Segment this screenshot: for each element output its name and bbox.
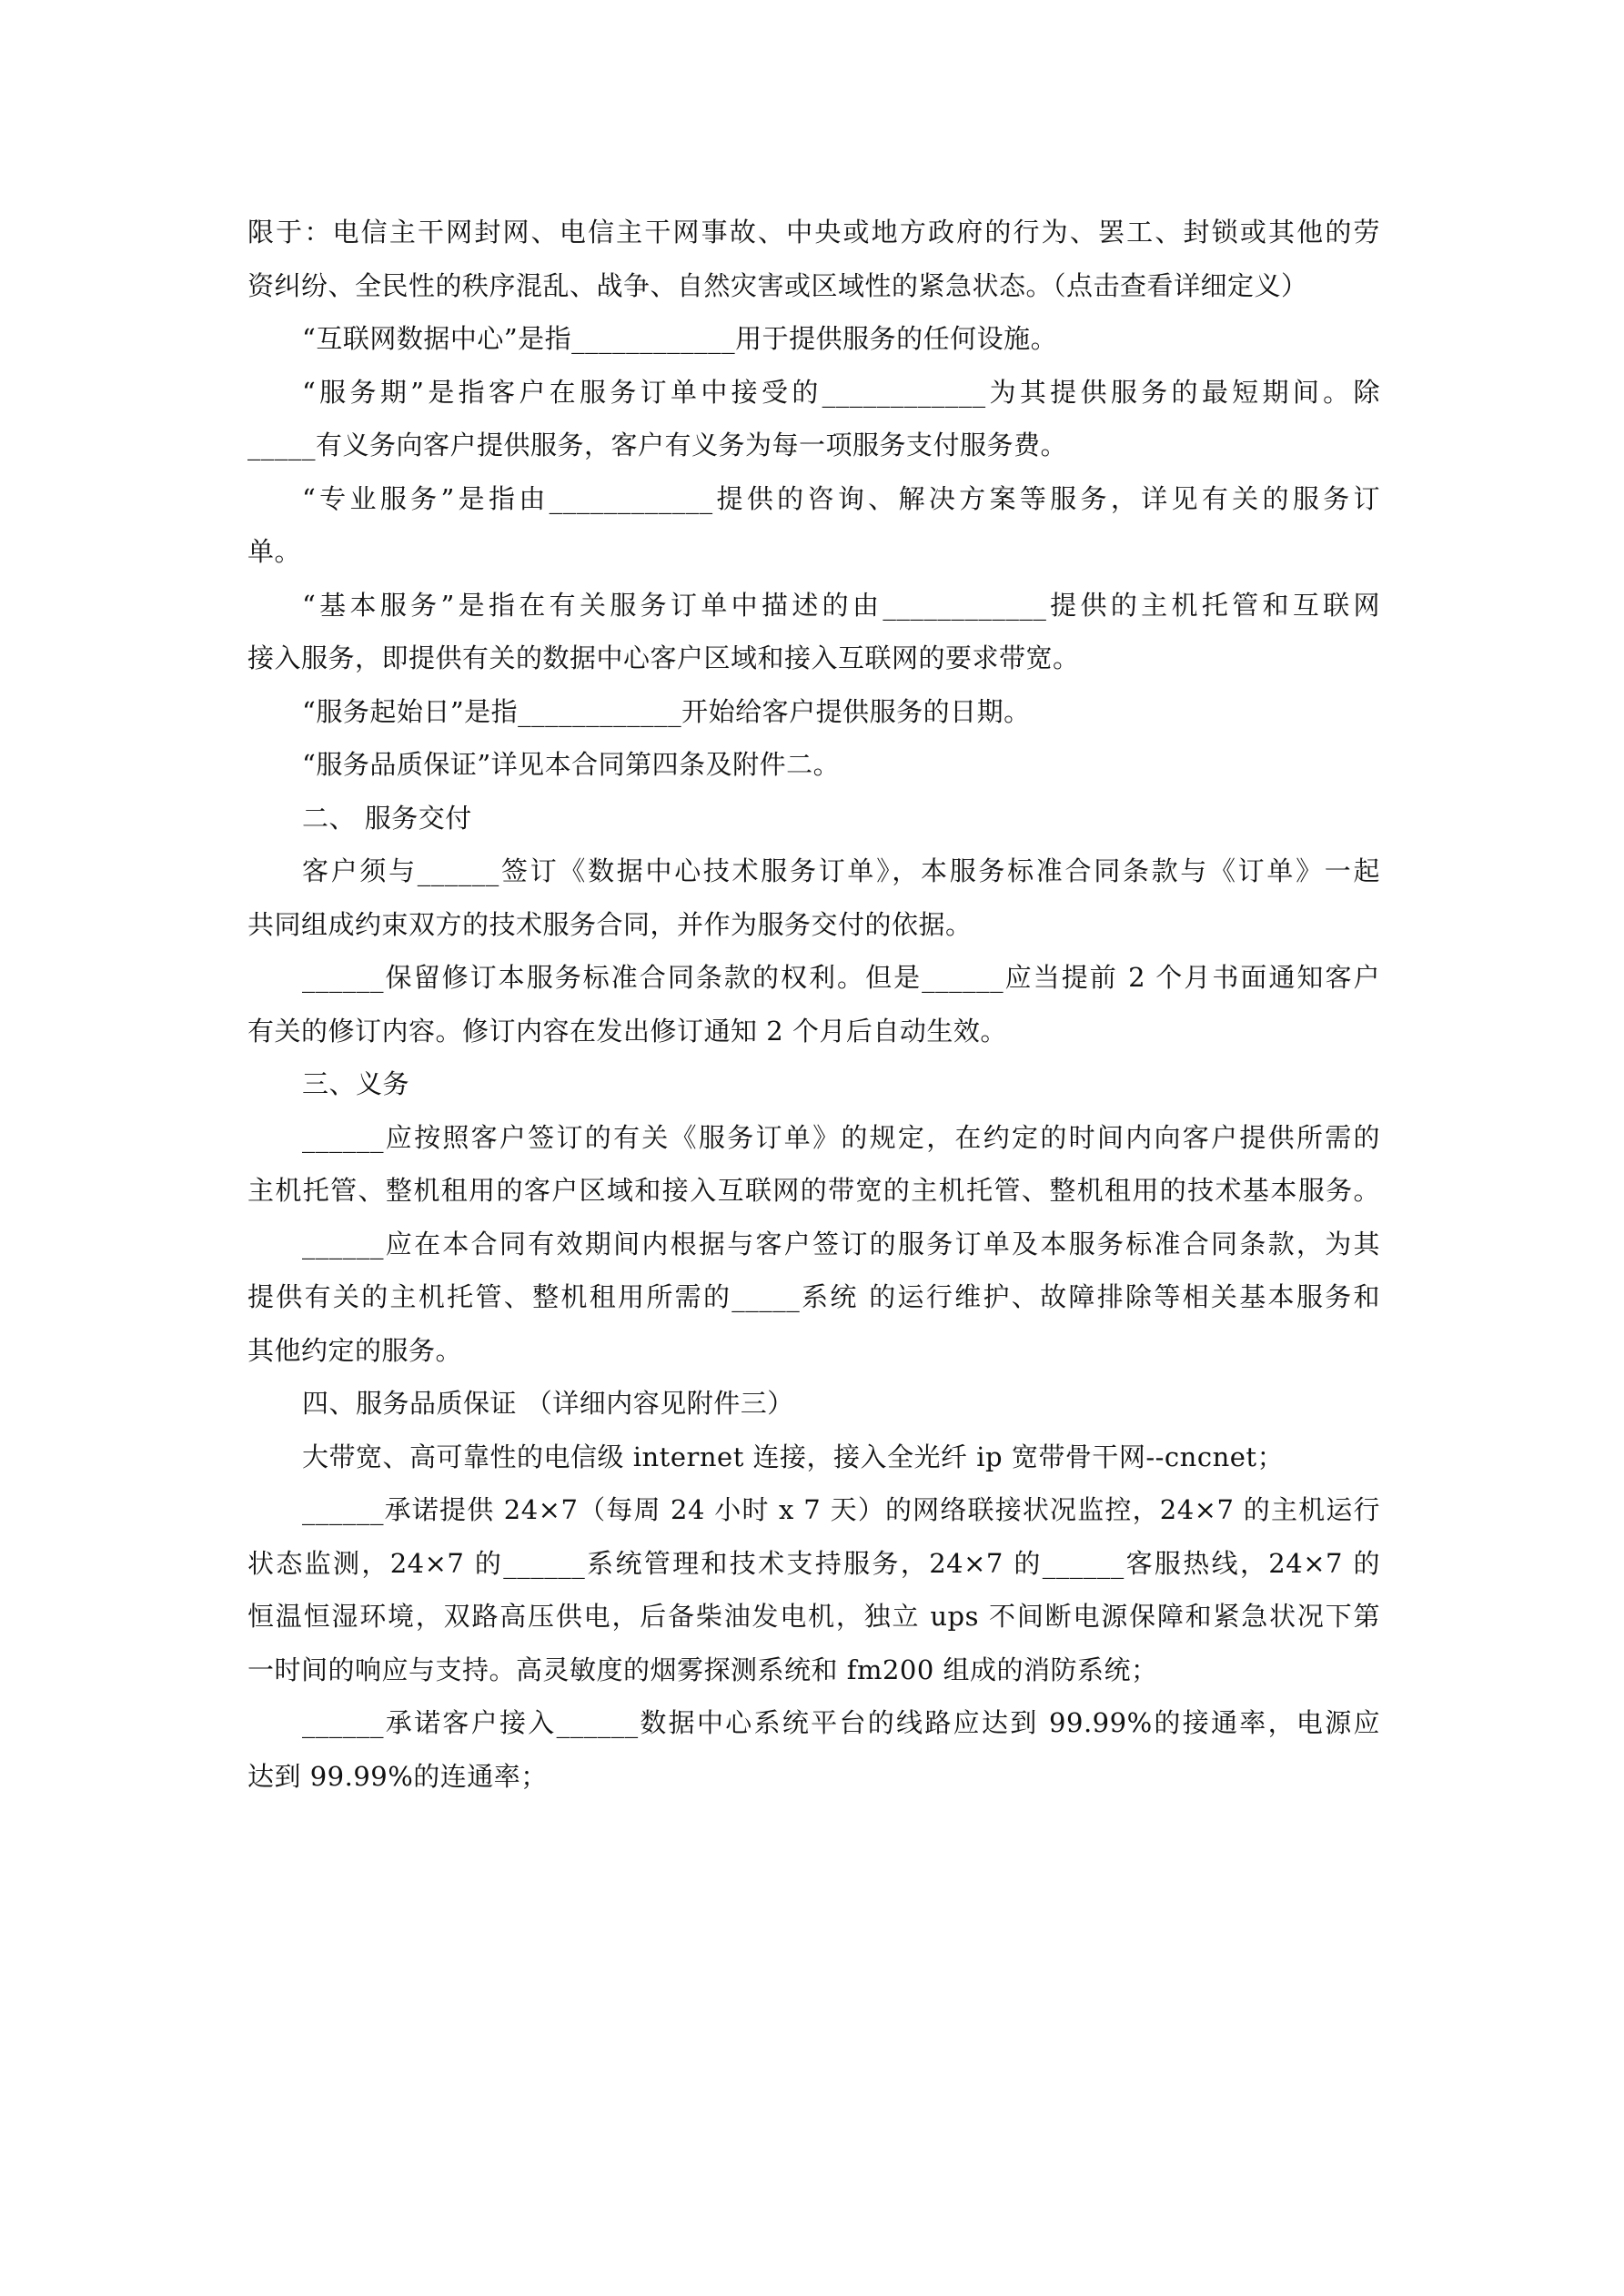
text-line: “服务起始日”是指____________开始给客户提供服务的日期。 <box>302 695 1031 727</box>
text-line: 提供有关的主机托管、整机租用所需的_____系统 的运行维护、故障排除等相关基本服务和 <box>247 1281 1380 1312</box>
text-line: 接入服务，即提供有关的数据中心客户区域和接入互联网的要求带宽。 <box>247 642 1080 673</box>
text-line: 单。 <box>247 536 302 567</box>
text-line: _____有义务向客户提供服务，客户有义务为每一项服务支付服务费。 <box>247 430 1068 460</box>
text-line: 恒温恒湿环境，双路高压供电，后备柴油发电机，独立 ups 不间断电源保障和紧急状况下第 <box>247 1601 1380 1632</box>
text-line: 状态监测，24×7 的______系统管理和技术支持服务，24×7 的______客服热线，24×7 的 <box>247 1547 1380 1579</box>
text-line: 共同组成约束双方的技术服务合同，并作为服务交付的依据。 <box>247 908 973 940</box>
text-line: 其他约定的服务。 <box>247 1334 463 1366</box>
text-line: ______应按照客户签订的有关《服务订单》的规定，在约定的时间内向客户提供所需的 <box>302 1121 1380 1153</box>
text-line: 限于：电信主干网封网、电信主干网事故、中央或地方政府的行为、罢工、封锁或其他的劳 <box>247 217 1380 248</box>
text-line: “服务期”是指客户在服务订单中接受的____________为其提供服务的最短期间。除 <box>302 376 1380 408</box>
section-heading: 二、 服务交付 <box>302 802 472 834</box>
text-line: “互联网数据中心”是指____________用于提供服务的任何设施。 <box>302 323 1058 354</box>
text-line: ______承诺提供 24×7（每周 24 小时 x 7 天）的网络联接状况监控，24×7 的主机运行 <box>302 1494 1380 1525</box>
document-body <box>247 206 1380 1803</box>
section-heading: 四、服务品质保证 （详细内容见附件三） <box>302 1388 794 1419</box>
section-heading: 三、义务 <box>302 1068 410 1099</box>
text-line: 客户须与______签订《数据中心技术服务订单》，本服务标准合同条款与《订单》一起 <box>302 855 1380 886</box>
text-line: “服务品质保证”详见本合同第四条及附件二。 <box>302 749 841 780</box>
text-line: 一时间的响应与支持。高灵敏度的烟雾探测系统和 fm200 组成的消防系统； <box>247 1654 1158 1685</box>
text-line: “基本服务”是指在有关服务订单中描述的由____________提供的主机托管和互联网 <box>302 589 1380 621</box>
text-line: ______保留修订本服务标准合同条款的权利。但是______应当提前 2 个月书面通知客户 <box>302 962 1380 993</box>
text-line: 有关的修订内容。修订内容在发出修订通知 2 个月后自动生效。 <box>247 1015 1007 1047</box>
text-line: 大带宽、高可靠性的电信级 internet 连接，接入全光纤 ip 宽带骨干网--cncnet； <box>302 1441 1285 1472</box>
text-line: ______应在本合同有效期间内根据与客户签订的服务订单及本服务标准合同条款，为其 <box>302 1228 1380 1259</box>
text-line: ______承诺客户接入______数据中心系统平台的线路应达到 99.99%的接通率，电源应 <box>302 1707 1380 1738</box>
text-line: “专业服务”是指由____________提供的咨询、解决方案等服务，详见有关的服务订 <box>302 482 1380 514</box>
text-line: 主机托管、整机租用的客户区域和接入互联网的带宽的主机托管、整机租用的技术基本服务。 <box>247 1175 1380 1206</box>
text-line: 达到 99.99%的连通率； <box>247 1760 548 1792</box>
text-line: 资纠纷、全民性的秩序混乱、战争、自然灾害或区域性的紧急状态。（点击查看详细定义） <box>247 269 1308 301</box>
